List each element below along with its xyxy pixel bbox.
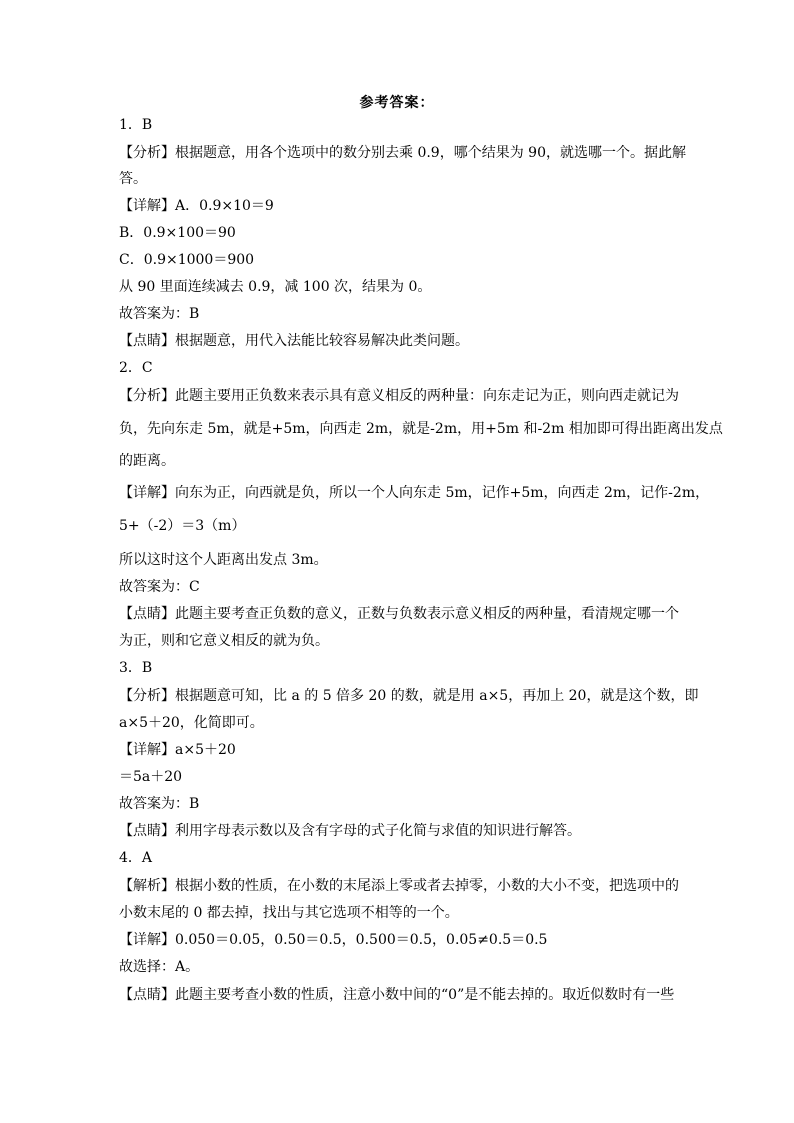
text-line: 故答案为：C bbox=[119, 579, 200, 595]
text-line: 【点睛】根据题意，用代入法能比较容易解决此类问题。 bbox=[119, 333, 469, 349]
text-line: ＝5a＋20 bbox=[119, 769, 183, 785]
text-line: 1．B bbox=[119, 117, 153, 133]
text-line: 【分析】根据题意，用各个选项中的数分别去乘 0.9，哪个结果为 90，就选哪一个。据此解 bbox=[119, 145, 686, 161]
text-line: 【点睛】利用字母表示数以及含有字母的式子化简与求值的知识进行解答。 bbox=[119, 823, 581, 839]
text-line: 【点睛】此题主要考查小数的性质，注意小数中间的“0”是不能去掉的。取近似数时有一些 bbox=[119, 987, 675, 1003]
text-line: a×5＋20，化简即可。 bbox=[119, 715, 264, 731]
text-line: 从 90 里面连续减去 0.9，减 100 次，结果为 0。 bbox=[119, 279, 432, 295]
text-line: 故答案为：B bbox=[119, 306, 200, 322]
text-line: 故答案为：B bbox=[119, 796, 200, 812]
text-line: 为正，则和它意义相反的就为负。 bbox=[119, 633, 329, 649]
text-line: 5+（-2）＝3（m） bbox=[119, 518, 246, 534]
text-line: 2．C bbox=[119, 360, 153, 376]
text-line: C．0.9×1000＝900 bbox=[119, 252, 255, 268]
text-line: 【详解】A．0.9×10＝9 bbox=[119, 198, 274, 214]
text-line: 【点睛】此题主要考查正负数的意义，正数与负数表示意义相反的两种量，看清规定哪一个 bbox=[119, 606, 679, 622]
text-line: 【详解】向东为正，向西就是负，所以一个人向东走 5m，记作+5m，向西走 2m，记作-2m， bbox=[119, 485, 710, 501]
text-line: 【详解】a×5＋20 bbox=[119, 742, 236, 758]
text-line: 故选择：A。 bbox=[119, 959, 200, 975]
text-line: 的距离。 bbox=[119, 453, 175, 469]
text-line: 4．A bbox=[119, 850, 153, 866]
page-title: 参考答案： bbox=[359, 95, 435, 111]
text-line: 3．B bbox=[119, 660, 153, 676]
text-line: 答。 bbox=[119, 171, 147, 187]
text-line: 所以这时这个人距离出发点 3m。 bbox=[119, 552, 328, 568]
text-line: 【解析】根据小数的性质，在小数的末尾添上零或者去掉零，小数的大小不变，把选项中的 bbox=[119, 878, 679, 894]
text-line: 负，先向东走 5m，就是+5m，向西走 2m，就是-2m，用+5m 和-2m 相加即可得出距离出发点 bbox=[119, 421, 723, 437]
text-line: 【详解】0.050＝0.05，0.50＝0.5，0.500＝0.5，0.05≠0.5＝0.5 bbox=[119, 932, 548, 948]
text-line: 【分析】此题主要用正负数来表示具有意义相反的两种量：向东走记为正，则向西走就记为 bbox=[119, 388, 679, 404]
text-line: 小数末尾的 0 都去掉，找出与其它选项不相等的一个。 bbox=[119, 905, 459, 921]
text-line: B．0.9×100＝90 bbox=[119, 225, 236, 241]
text-line: 【分析】根据题意可知，比 a 的 5 倍多 20 的数，就是用 a×5，再加上 20，就是这个数，即 bbox=[119, 688, 699, 704]
